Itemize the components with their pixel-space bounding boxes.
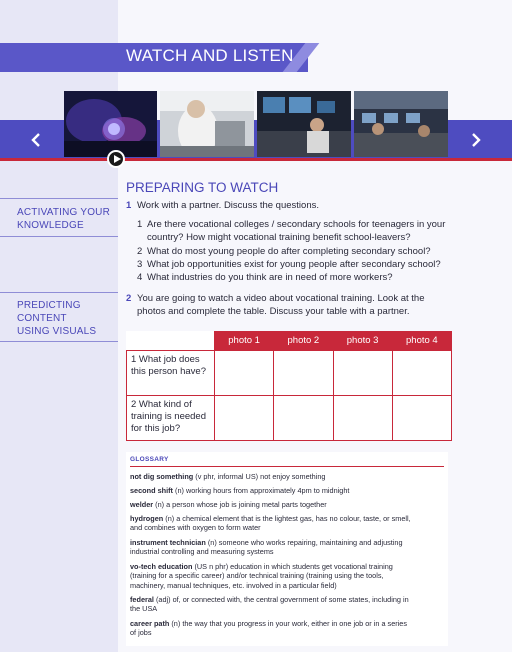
section-title: PREPARING TO WATCH: [126, 180, 279, 195]
question-4-number: 4: [137, 272, 143, 283]
question-1-number: 1: [137, 219, 143, 230]
table-header-photo-2: photo 2: [274, 332, 333, 351]
glossary-entry: career path (n) the way that you progress in your work, either in one job or in a series of jobs: [130, 619, 408, 638]
table-cell[interactable]: [333, 396, 392, 441]
sidebar-label-activating: ACTIVATING YOUR KNOWLEDGE: [17, 207, 111, 231]
glossary-entry: hydrogen (n) a chemical element that is the lightest gas, has no colour, taste, or smell, and combines with oxygen to form water: [130, 514, 411, 533]
table-header-photo-3: photo 3: [333, 332, 392, 351]
glossary-heading: GLOSSARY: [130, 456, 169, 463]
table-header-photo-4: photo 4: [392, 332, 451, 351]
table-corner: [127, 332, 215, 351]
page-title: WATCH AND LISTEN: [126, 46, 294, 65]
table-cell[interactable]: [274, 351, 333, 396]
table-header-photo-1: photo 1: [215, 332, 274, 351]
table-row-label: 1 What job does this person have?: [127, 351, 215, 396]
table-cell[interactable]: [215, 396, 274, 441]
sidebar-rule-2: [0, 236, 118, 237]
chevron-right-icon[interactable]: [456, 120, 496, 160]
exercise-1-instruction: Work with a partner. Discuss the questions.: [137, 200, 319, 211]
exercise-2-number: 2: [126, 293, 132, 304]
question-3-text: What job opportunities exist for young people after secondary school?: [147, 259, 441, 270]
video-thumbnail-4[interactable]: [354, 91, 448, 157]
play-icon[interactable]: [107, 150, 125, 168]
table-cell[interactable]: [215, 351, 274, 396]
question-1-text: Are there vocational colleges / secondary schools for teenagers in your country? How might vocational training benefit school-leavers?: [147, 219, 446, 243]
glossary-rule: [130, 466, 444, 467]
table-header-row: [127, 332, 452, 351]
exercise-2-instruction: You are going to watch a video about vocational training. Look at the photos and complete the table. Discuss your table with a partner.: [137, 293, 425, 317]
video-thumbnail-3[interactable]: [257, 91, 351, 157]
glossary-entry: second shift (n) working hours from approximately 4pm to midnight: [130, 486, 350, 495]
table-row: [127, 396, 452, 441]
video-thumbnail-1[interactable]: [64, 91, 157, 157]
question-2-text: What do most young people do after completing secondary school?: [147, 246, 431, 257]
question-2-number: 2: [137, 246, 143, 257]
table-cell[interactable]: [274, 396, 333, 441]
sidebar-label-predicting: PREDICTING CONTENT USING VISUALS: [17, 300, 97, 337]
table-cell[interactable]: [392, 396, 451, 441]
table-row: [127, 351, 452, 396]
photo-table: [126, 331, 452, 441]
glossary-entry: welder (n) a person whose job is joining metal parts together: [130, 500, 327, 509]
table-cell[interactable]: [333, 351, 392, 396]
table-row-label: 2 What kind of training is needed for this job?: [127, 396, 215, 441]
question-3-number: 3: [137, 259, 143, 270]
video-thumbnail-2[interactable]: [160, 91, 254, 157]
glossary-entry: vo-tech education (US n phr) education in which students get vocational training (training for a specific career) and/or technical training (training using the tools, machinery, manual techniques, etc. involved in a particular field): [130, 562, 393, 590]
table-cell[interactable]: [392, 351, 451, 396]
glossary-entry: instrument technician (n) someone who works repairing, maintaining and adjusting industrial controlling and measuring systems: [130, 538, 403, 557]
exercise-1-number: 1: [126, 200, 132, 211]
sidebar-rule-3: [0, 292, 118, 293]
chevron-left-icon[interactable]: [16, 120, 56, 160]
sidebar-rule-1: [0, 198, 118, 199]
sidebar-rule-4: [0, 341, 118, 342]
nav-red-line: [0, 158, 512, 161]
question-4-text: What industries do you think are in need of more workers?: [147, 272, 393, 283]
glossary-entry: not dig something (v phr, informal US) not enjoy something: [130, 472, 326, 481]
glossary-box: [126, 452, 448, 646]
glossary-entry: federal (adj) of, or connected with, the central government of some states, including in the USA: [130, 595, 409, 614]
